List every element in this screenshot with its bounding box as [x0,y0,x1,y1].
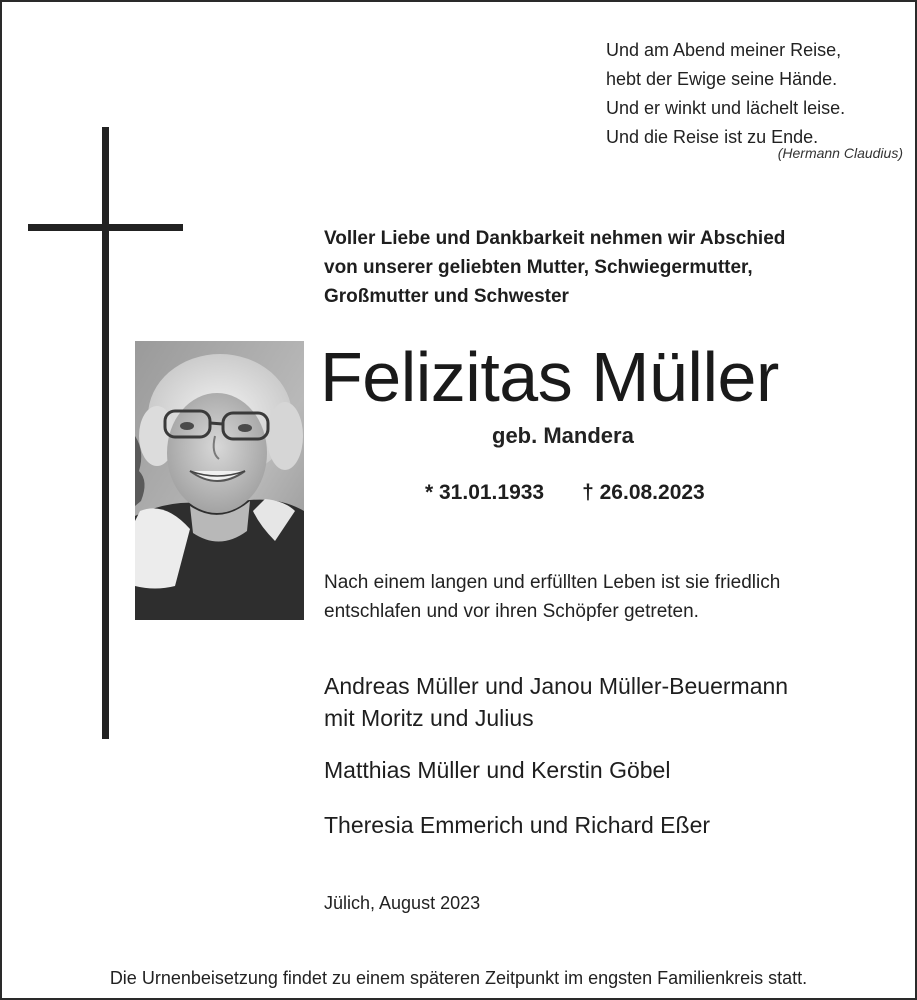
statement-line: entschlafen und vor ihren Schöpfer getreten. [324,601,699,622]
death-date: † 26.08.2023 [582,481,705,504]
intro-line: von unserer geliebten Mutter, Schwiegermutter, [324,257,753,278]
mourner-line: Theresia Emmerich und Richard Eßer [324,812,711,838]
statement-line: Nach einem langen und erfüllten Leben ist sie friedlich [324,572,781,593]
birth-date: * 31.01.1933 [425,481,545,504]
mourner-line: Andreas Müller und Janou Müller-Beuermann [324,673,789,699]
poem [606,36,845,152]
intro-line: Großmutter und Schwester [324,286,569,307]
funeral-note: Die Urnenbeisetzung findet zu einem späteren Zeitpunkt im engsten Familienkreis statt. [109,968,808,988]
mourners-list [324,670,788,841]
deceased-name: Felizitas Müller [320,338,779,416]
poem-line: Und die Reise ist zu Ende. [606,127,819,147]
poem-line: hebt der Ewige seine Hände. [606,69,838,89]
place-and-date: Jülich, August 2023 [324,893,481,913]
poem-line: Und am Abend meiner Reise, [606,40,842,60]
intro-line: Voller Liebe und Dankbarkeit nehmen wir Abschied [324,228,786,249]
mourner-line: mit Moritz und Julius [324,705,534,731]
poem-author: (Hermann Claudius) [777,145,903,161]
cross-vertical-bar [102,127,109,739]
statement-text [324,568,780,626]
poem-line: Und er winkt und lächelt leise. [606,98,846,118]
maiden-name: geb. Mandera [492,423,634,448]
cross-horizontal-bar [28,224,183,231]
portrait-image [135,341,304,620]
mourner-line: Matthias Müller und Kerstin Göbel [324,757,671,783]
life-dates [425,481,705,505]
portrait-photo [135,341,304,620]
intro-text [324,224,785,311]
